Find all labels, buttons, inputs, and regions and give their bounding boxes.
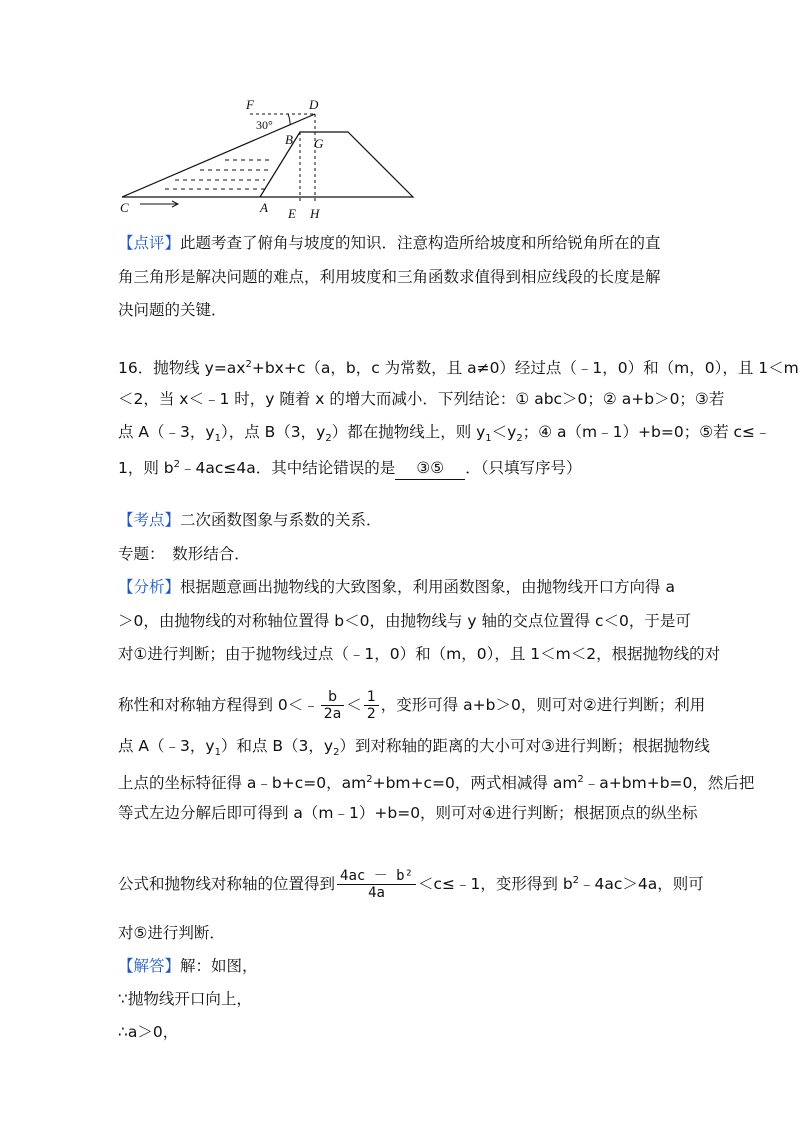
problem-line-2: ＜2，当 x＜﹣1 时，y 随着 x 的增大而减小．下列结论：① abc＞0；② a+b＞0；③若 (118, 390, 725, 408)
label-F: F (246, 97, 254, 112)
kaodian-line: 【考点】二次函数图象与系数的关系． (118, 511, 382, 529)
label-B: B (285, 132, 293, 147)
fraction-vertex-y: $\frac{\text{4ac － b²}}{4a}$ (337, 868, 416, 901)
comment-line-2: 角三角形是解决问题的难点，利用坡度和三角函数求值得到相应线段的长度是解 (118, 268, 661, 286)
problem-line-4: 1，则 $b^2﹣4ac\le 4a$．其中结论错误的是 ③⑤ ．（只填写序号） (118, 454, 582, 480)
problem-line-1: 16．抛物线 $y=ax^2+bx+c(a$，b，c 为常数，且 a≠0）经过点（﹣1，0）和（m，0），且 1＜m (118, 359, 799, 378)
zhuanti-line: 专题： 数形结合． (118, 545, 250, 563)
analysis-line-8: 公式和抛物线对称轴的位置得到 $\frac{\text{4ac － b²}}{4a}$ ＜c≤﹣1，变形得到 $b^2﹣4ac>4a$，则可 (118, 868, 704, 901)
solution-line-1: 【解答】解：如图， (118, 957, 258, 975)
label-G: G (314, 136, 324, 151)
comment-tag: 【点评】 (118, 234, 181, 252)
solution-line-2: ∵抛物线开口向上， (118, 990, 252, 1008)
analysis-line-1: 【分析】根据题意画出抛物线的大致图象，利用函数图象，由抛物线开口方向得 a (118, 578, 675, 596)
label-E: E (288, 206, 296, 221)
geometry-figure (110, 92, 430, 222)
comment-line-3: 决问题的关键． (118, 301, 227, 319)
analysis-line-5: 点 A（﹣3，$y_1$）和点 B（3，$y_2$）到对称轴的距离的大小可对③进行判断；根据抛物线 (118, 737, 710, 759)
label-D: D (309, 97, 319, 112)
problem-line-3: 点 A（﹣3，$y_1$），点 B（3，$y_2$）都在抛物线上，则 $y_1<y_2$；④ a（m﹣1）+b=0；⑤若 c≤﹣ (118, 423, 771, 445)
analysis-line-3: 对①进行判断；由于抛物线过点（﹣1，0）和（m，0），且 1＜m＜2，根据抛物线的对 (118, 645, 721, 663)
fraction-b-over-2a: $\frac{b}{2a}$ (321, 689, 345, 722)
analysis-line-6: 上点的坐标特征得 a﹣b+c=0，$am^2+bm+c=0$，两式相减得 $am^2﹣a+bm+b=0$，然后把 (118, 774, 755, 793)
label-A: A (260, 200, 268, 215)
comment-line-1: 【点评】此题考查了俯角与坡度的知识．注意构造所给坡度和所给锐角所在的直 (118, 234, 661, 252)
answer-blank: ③⑤ (395, 457, 465, 480)
solution-line-3: ∴a＞0， (118, 1023, 179, 1041)
label-C: C (120, 200, 129, 215)
analysis-line-4: 称性和对称轴方程得到 0＜﹣ $\frac{b}{2a}$ ＜ $\frac{1}{2}$ ，变形可得 a+b＞0，则可对②进行判断；利用 (118, 689, 706, 722)
kaodian-tag: 【考点】 (118, 511, 181, 529)
analysis-line-9: 对⑤进行判断． (118, 924, 225, 942)
analysis-tag: 【分析】 (118, 578, 181, 596)
analysis-line-2: ＞0，由抛物线的对称轴位置得 b＜0，由抛物线与 y 轴的交点位置得 c＜0，于是可 (118, 612, 691, 630)
solution-tag: 【解答】 (118, 957, 181, 975)
label-H: H (310, 206, 320, 221)
label-angle: 30° (256, 118, 273, 132)
fraction-1-over-2: $\frac{1}{2}$ (364, 689, 379, 722)
geometry-diagram (110, 92, 430, 222)
analysis-line-7: 等式左边分解后即可得到 a（m﹣1）+b=0，则可对④进行判断；根据顶点的纵坐标 (118, 804, 698, 822)
